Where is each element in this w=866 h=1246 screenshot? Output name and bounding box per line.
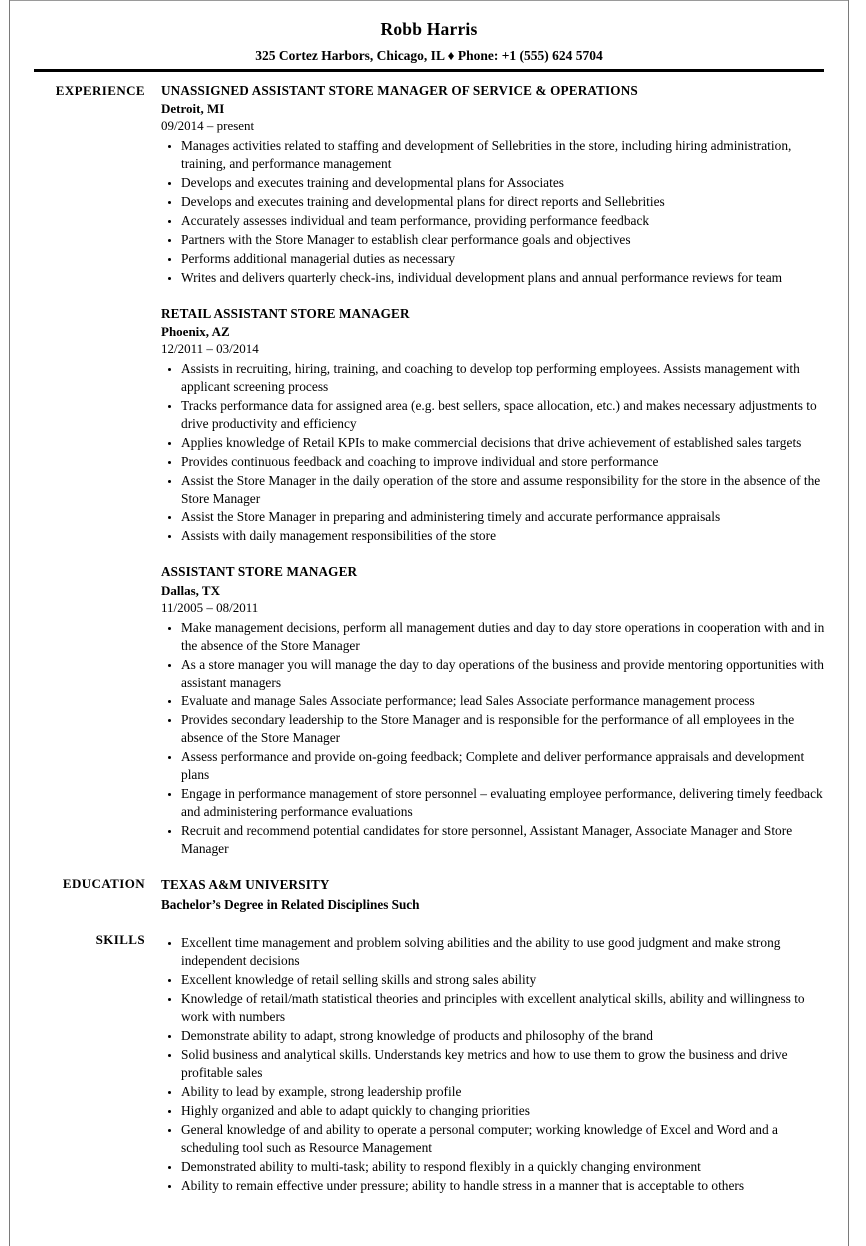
experience-entry <box>161 83 830 287</box>
job-location: Detroit, MI <box>161 101 225 117</box>
section-skills <box>10 932 848 1194</box>
bullet-text: Provides secondary leadership to the Store Manager and is responsible for the performance of all employees in the absence of the Store Manager <box>181 712 795 746</box>
bullet-dot-icon <box>168 719 171 722</box>
bullet-dot-icon <box>168 1091 171 1094</box>
bullet-dot-icon <box>168 239 171 242</box>
bullet-text: As a store manager you will manage the day to day operations of the business and provide mentoring opportunities with assistant managers <box>181 656 824 690</box>
bullet-item <box>161 656 830 692</box>
bullet-item <box>161 269 830 287</box>
bullet-text: Excellent time management and problem solving abilities and the ability to use good judgment and make strong independent decisions <box>181 935 781 969</box>
job-bullet-list <box>161 619 830 858</box>
bullet-text: Make management decisions, perform all management duties and day to day store operations in cooperation with and in the absence of the Store Manager <box>181 619 825 653</box>
bullet-text: Manages activities related to staffing and development of Sellebrities in the store, including hiring administration, training, and performance management <box>181 137 792 171</box>
bullet-item <box>161 193 830 211</box>
education-school: TEXAS A&M UNIVERSITY <box>161 877 330 893</box>
job-bullet-list <box>161 137 830 287</box>
bullet-text: Ability to remain effective under pressure; ability to handle stress in a manner that is acceptable to others <box>181 1177 745 1193</box>
bullet-text: Assists in recruiting, hiring, training, and coaching to develop top performing employees. Assists management with applicant screening process <box>181 360 800 394</box>
experience-entry <box>161 306 830 546</box>
section-experience <box>10 83 848 858</box>
bullet-item <box>161 472 830 508</box>
bullet-dot-icon <box>168 258 171 261</box>
job-location: Dallas, TX <box>161 582 220 598</box>
bullet-text: Excellent knowledge of retail selling skills and strong sales ability <box>181 972 537 988</box>
bullet-item <box>161 1158 830 1176</box>
bullet-item <box>161 397 830 433</box>
bullet-dot-icon <box>168 979 171 982</box>
bullet-dot-icon <box>168 1110 171 1113</box>
bullet-dot-icon <box>168 442 171 445</box>
bullet-dot-icon <box>168 700 171 703</box>
job-location: Phoenix, AZ <box>161 324 230 340</box>
bullet-item <box>161 748 830 784</box>
bullet-text: Provides continuous feedback and coaching to improve individual and store performance <box>181 453 659 469</box>
bullet-dot-icon <box>168 277 171 280</box>
job-title: RETAIL ASSISTANT STORE MANAGER <box>161 305 410 321</box>
skills-section-label: SKILLS <box>95 932 145 948</box>
bullet-item <box>161 1121 830 1157</box>
bullet-item <box>161 822 830 858</box>
bullet-item <box>161 1083 830 1101</box>
job-bullet-list <box>161 360 830 546</box>
bullet-item <box>161 527 830 545</box>
bullet-item <box>161 250 830 268</box>
bullet-item <box>161 212 830 230</box>
bullet-text: Accurately assesses individual and team performance, providing performance feedback <box>181 212 650 228</box>
bullet-dot-icon <box>168 1054 171 1057</box>
resume-sheet <box>10 1 848 1246</box>
bullet-dot-icon <box>168 793 171 796</box>
education-degree: Bachelor’s Degree in Related Disciplines Such <box>161 897 420 913</box>
bullet-text: Tracks performance data for assigned area (e.g. best sellers, space allocation, etc.) and makes necessary adjustments to drive productivity and efficiency <box>181 397 817 431</box>
bullet-dot-icon <box>168 516 171 519</box>
bullet-dot-icon <box>168 405 171 408</box>
job-dates: 12/2011 – 03/2014 <box>161 340 259 356</box>
skills-bullet-list <box>161 934 830 1194</box>
bullet-text: Develops and executes training and developmental plans for direct reports and Sellebrities <box>181 193 665 209</box>
education-section-label: EDUCATION <box>62 876 145 892</box>
bullet-text: General knowledge of and ability to operate a personal computer; working knowledge of Excel and Word and a scheduling tool such as Resource Management <box>181 1121 778 1155</box>
bullet-dot-icon <box>168 535 171 538</box>
bullet-item <box>161 508 830 526</box>
bullet-dot-icon <box>168 1035 171 1038</box>
bullet-item <box>161 711 830 747</box>
bullet-text: Assist the Store Manager in the daily operation of the store and assume responsibility for the store in the absence of the Store Manager <box>181 472 821 506</box>
job-title: UNASSIGNED ASSISTANT STORE MANAGER OF SERVICE & OPERATIONS <box>161 82 638 98</box>
experience-entries <box>161 83 848 858</box>
bullet-text: Writes and delivers quarterly check-ins, individual development plans and annual performance reviews for team <box>181 269 783 285</box>
bullet-dot-icon <box>168 480 171 483</box>
bullet-text: Performs additional managerial duties as necessary <box>181 250 456 266</box>
bullet-dot-icon <box>168 627 171 630</box>
contact-line: 325 Cortez Harbors, Chicago, IL ♦ Phone: +1 (555) 624 5704 <box>255 48 603 64</box>
bullet-dot-icon <box>168 942 171 945</box>
bullet-dot-icon <box>168 1185 171 1188</box>
bullet-text: Knowledge of retail/math statistical theories and principles with excellent analytical skills, ability and willingness to work with numbers <box>181 991 805 1025</box>
bullet-item <box>161 785 830 821</box>
bullet-item <box>161 971 830 989</box>
bullet-dot-icon <box>168 664 171 667</box>
bullet-item <box>161 360 830 396</box>
bullet-dot-icon <box>168 998 171 1001</box>
bullet-dot-icon <box>168 368 171 371</box>
bullet-item <box>161 231 830 249</box>
bullet-text: Recruit and recommend potential candidates for store personnel, Assistant Manager, Associate Manager and Store Manager <box>181 823 793 857</box>
bullet-dot-icon <box>168 145 171 148</box>
bullet-item <box>161 619 830 655</box>
bullet-dot-icon <box>168 201 171 204</box>
bullet-text: Assist the Store Manager in preparing and administering timely and accurate performance appraisals <box>181 509 721 525</box>
job-dates: 11/2005 – 08/2011 <box>161 599 259 615</box>
resume-header <box>10 1 848 72</box>
page-right-edge <box>848 0 849 1246</box>
bullet-text: Highly organized and able to adapt quickly to changing priorities <box>181 1102 530 1118</box>
bullet-text: Partners with the Store Manager to establish clear performance goals and objectives <box>181 231 631 247</box>
bullet-text: Develops and executes training and developmental plans for Associates <box>181 174 565 190</box>
bullet-item <box>161 434 830 452</box>
bullet-text: Solid business and analytical skills. Understands key metrics and how to use them to grow the business and drive profitable sales <box>181 1047 788 1081</box>
bullet-item <box>161 1102 830 1120</box>
bullet-dot-icon <box>168 756 171 759</box>
job-dates: 09/2014 – present <box>161 118 255 134</box>
bullet-dot-icon <box>168 182 171 185</box>
bullet-item <box>161 692 830 710</box>
bullet-dot-icon <box>168 830 171 833</box>
bullet-text: Demonstrate ability to adapt, strong knowledge of products and philosophy of the brand <box>181 1028 653 1044</box>
bullet-item <box>161 1027 830 1045</box>
bullet-text: Assists with daily management responsibilities of the store <box>181 528 497 544</box>
bullet-dot-icon <box>168 1129 171 1132</box>
job-title: ASSISTANT STORE MANAGER <box>161 564 358 580</box>
experience-entry <box>161 564 830 858</box>
section-education <box>10 876 848 913</box>
bullet-item <box>161 453 830 471</box>
bullet-text: Evaluate and manage Sales Associate performance; lead Sales Associate performance management process <box>181 693 755 709</box>
skills-entries <box>161 932 848 1194</box>
bullet-item <box>161 1046 830 1082</box>
bullet-dot-icon <box>168 220 171 223</box>
bullet-text: Ability to lead by example, strong leadership profile <box>181 1083 462 1099</box>
bullet-text: Applies knowledge of Retail KPIs to make commercial decisions that drive achievement of established sales targets <box>181 434 802 450</box>
candidate-name: Robb Harris <box>380 19 478 39</box>
bullet-text: Engage in performance management of store personnel – evaluating employee performance, delivering timely feedback and administering performance evaluations <box>181 786 823 820</box>
experience-section-label: EXPERIENCE <box>55 82 145 98</box>
bullet-item <box>161 990 830 1026</box>
bullet-text: Demonstrated ability to multi-task; ability to respond flexibly in a quickly changing environment <box>181 1158 701 1174</box>
bullet-text: Assess performance and provide on-going feedback; Complete and deliver performance appraisals and development plans <box>181 749 805 783</box>
bullet-dot-icon <box>168 1166 171 1169</box>
header-divider <box>34 69 824 72</box>
bullet-item <box>161 137 830 173</box>
bullet-item <box>161 1177 830 1195</box>
bullet-item <box>161 934 830 970</box>
bullet-item <box>161 174 830 192</box>
bullet-dot-icon <box>168 461 171 464</box>
education-entry <box>161 876 848 913</box>
